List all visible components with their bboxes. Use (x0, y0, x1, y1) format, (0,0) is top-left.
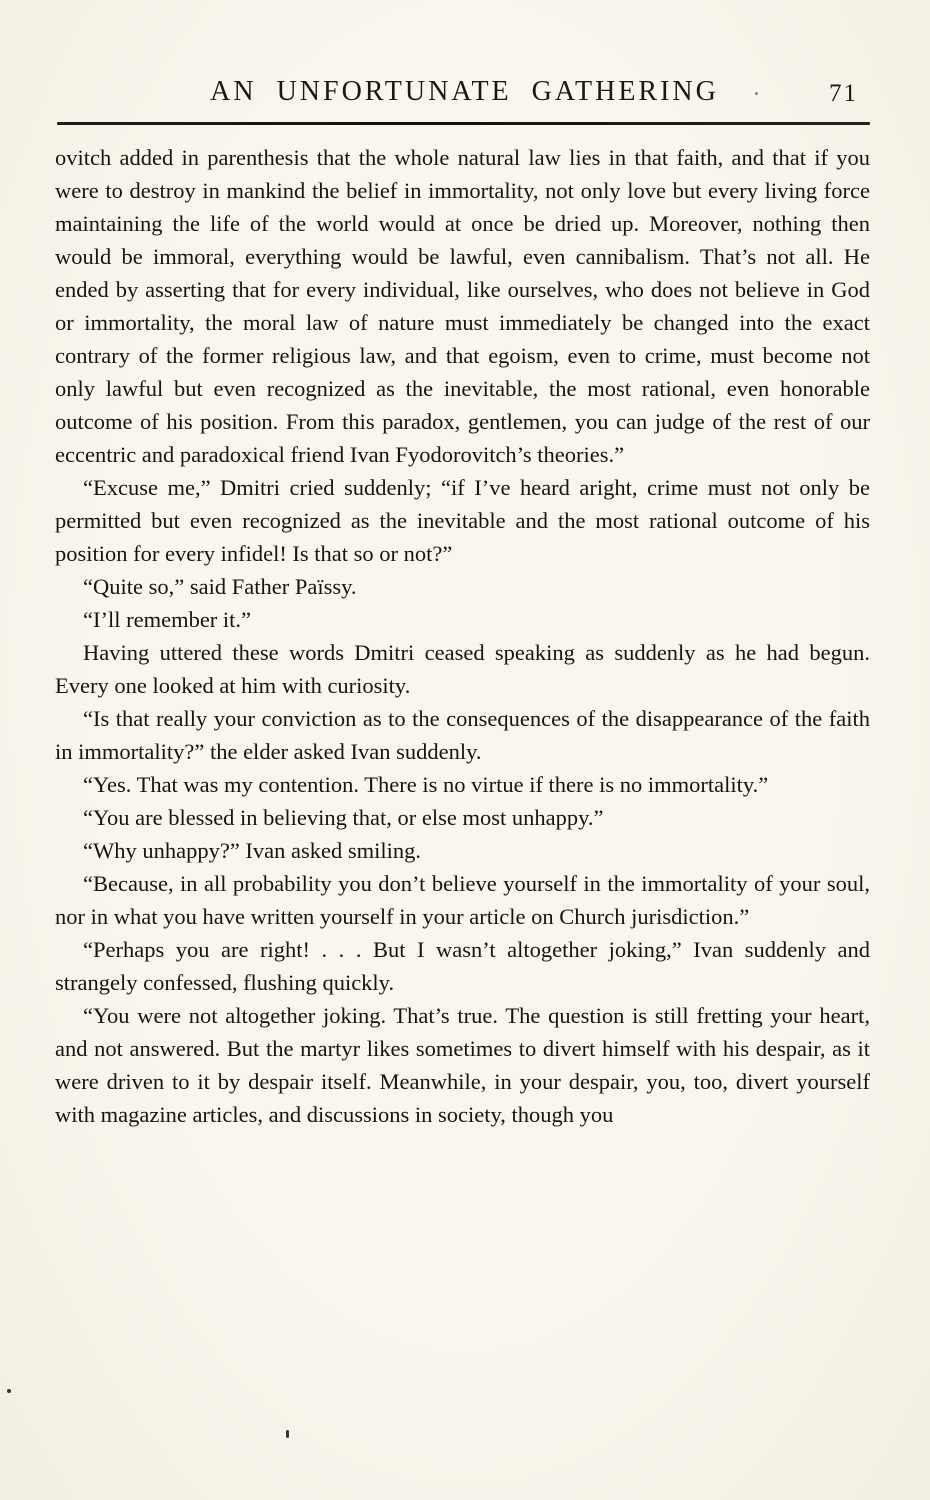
paragraph: Having uttered these words Dmitri ceased speaking as suddenly as he had begun. Every one looked at him with curiosity. (55, 640, 870, 698)
scan-speck (7, 1389, 11, 1393)
scan-speck (755, 92, 758, 95)
paragraph: “Excuse me,” Dmitri cried suddenly; “if I’ve heard aright, crime must not only be permitted but even recognized as the inevitable and the most rational outcome of his position for every infidel! Is that so or not?” (55, 475, 870, 566)
paragraph: ovitch added in parenthesis that the whole natural law lies in that faith, and that if you were to destroy in mankind the belief in immortality, not only love but every living force maintaining the life of the world would at once be dried up. Moreover, nothing then would be immoral, everything would be lawful, even cannibalism. That’s not all. He ended by asserting that for every individual, like ourselves, who does not believe in God or immortality, the moral law of nature must immediately be changed into the exact contrary of the former religious law, and that egoism, even to crime, must become not only lawful but even recognized as the inevitable, the most rational, even honorable outcome of his position. From this paradox, gentlemen, you can judge of the rest of our eccentric and paradoxical friend Ivan Fyodorovitch’s theories.” (55, 145, 870, 467)
paragraph: “Because, in all probability you don’t believe yourself in the immortality of your soul, nor in what you have written yourself in your article on Church jurisdiction.” (55, 871, 870, 929)
running-header (57, 76, 872, 112)
paragraph: “Is that really your conviction as to the consequences of the disappearance of the faith in immortality?” the elder asked Ivan suddenly. (55, 706, 870, 764)
paragraph: “Why unhappy?” Ivan asked smiling. (83, 838, 422, 863)
paragraph: “Yes. That was my contention. There is no virtue if there is no immortality.” (83, 772, 769, 797)
scan-speck (286, 1430, 289, 1438)
paragraph: “I’ll remember it.” (83, 607, 252, 632)
paragraph: “You were not altogether joking. That’s true. The question is still fretting your heart, and not answered. But the martyr likes sometimes to divert himself with his despair, as it were driven to it by despair itself. Meanwhile, in your despair, you, too, divert yourself with magazine articles, and discussions in society, though you (55, 1003, 870, 1127)
paragraph: “Perhaps you are right! . . . But I wasn’t altogether joking,” Ivan suddenly and strangely confessed, flushing quickly. (55, 937, 870, 995)
paragraph: “Quite so,” said Father Païssy. (83, 574, 357, 599)
header-rule (57, 122, 870, 125)
paragraph: “You are blessed in believing that, or else most unhappy.” (83, 805, 604, 830)
page-body (55, 141, 870, 1131)
chapter-title: AN UNFORTUNATE GATHERING (210, 76, 719, 107)
page-number: 71 (829, 80, 858, 107)
